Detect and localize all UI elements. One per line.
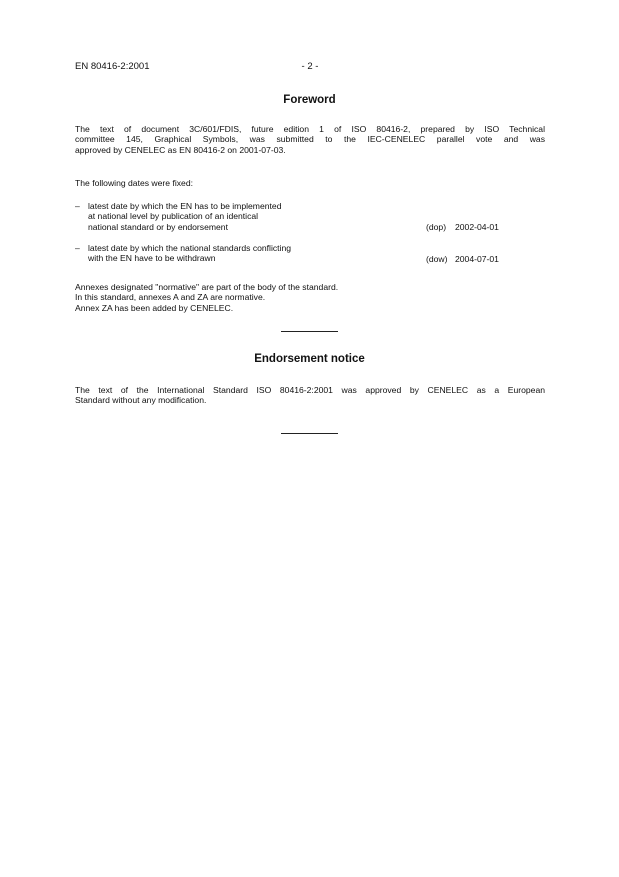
annex-paragraph — [75, 282, 545, 313]
date-item-line: at national level by publication of an identical — [88, 211, 259, 222]
endorsement-line: Standard without any modification. — [75, 395, 207, 406]
foreword-intro-line: approved by CENELEC as EN 80416-2 on 2001-07-03. — [75, 144, 286, 155]
list-dash: – — [75, 201, 80, 211]
document-identifier: EN 80416-2:2001 — [75, 61, 150, 72]
date-item-line: latest date by which the national standards conflicting — [88, 243, 292, 253]
date-item-line: latest date by which the EN has to be implemented — [88, 201, 282, 211]
date-item-dop — [88, 201, 388, 232]
date-value-dop: 2002-04-01 — [455, 222, 499, 232]
page-number: - 2 - — [301, 61, 319, 72]
section-divider — [281, 331, 338, 332]
date-item-line: national standard or by endorsement — [88, 221, 228, 232]
date-item-line: with the EN have to be withdrawn — [88, 253, 216, 264]
endorsement-heading: Endorsement notice — [254, 353, 365, 365]
end-divider — [281, 433, 338, 434]
date-value-dow: 2004-07-01 — [455, 254, 499, 264]
annex-line: In this standard, annexes A and ZA are normative. — [75, 292, 266, 303]
endorsement-paragraph — [75, 385, 545, 406]
endorsement-line: The text of the International Standard ISO 80416-2:2001 was approved by CENELEC as a European — [75, 385, 545, 395]
dates-intro: The following dates were fixed: — [75, 178, 193, 188]
foreword-intro-paragraph — [75, 124, 545, 155]
list-dash: – — [75, 243, 80, 253]
foreword-intro-line: The text of document 3C/601/FDIS, future edition 1 of ISO 80416-2, prepared by ISO Technical — [75, 124, 545, 134]
annex-line: Annex ZA has been added by CENELEC. — [75, 302, 234, 313]
date-code-dop: (dop) — [426, 222, 447, 232]
foreword-intro-line: committee 145, Graphical Symbols, was submitted to the IEC-CENELEC parallel vote and was — [75, 134, 545, 145]
date-code-dow: (dow) — [426, 254, 448, 264]
foreword-heading: Foreword — [283, 94, 336, 106]
annex-line: Annexes designated "normative" are part of the body of the standard. — [75, 282, 339, 292]
date-item-dow — [88, 243, 388, 264]
